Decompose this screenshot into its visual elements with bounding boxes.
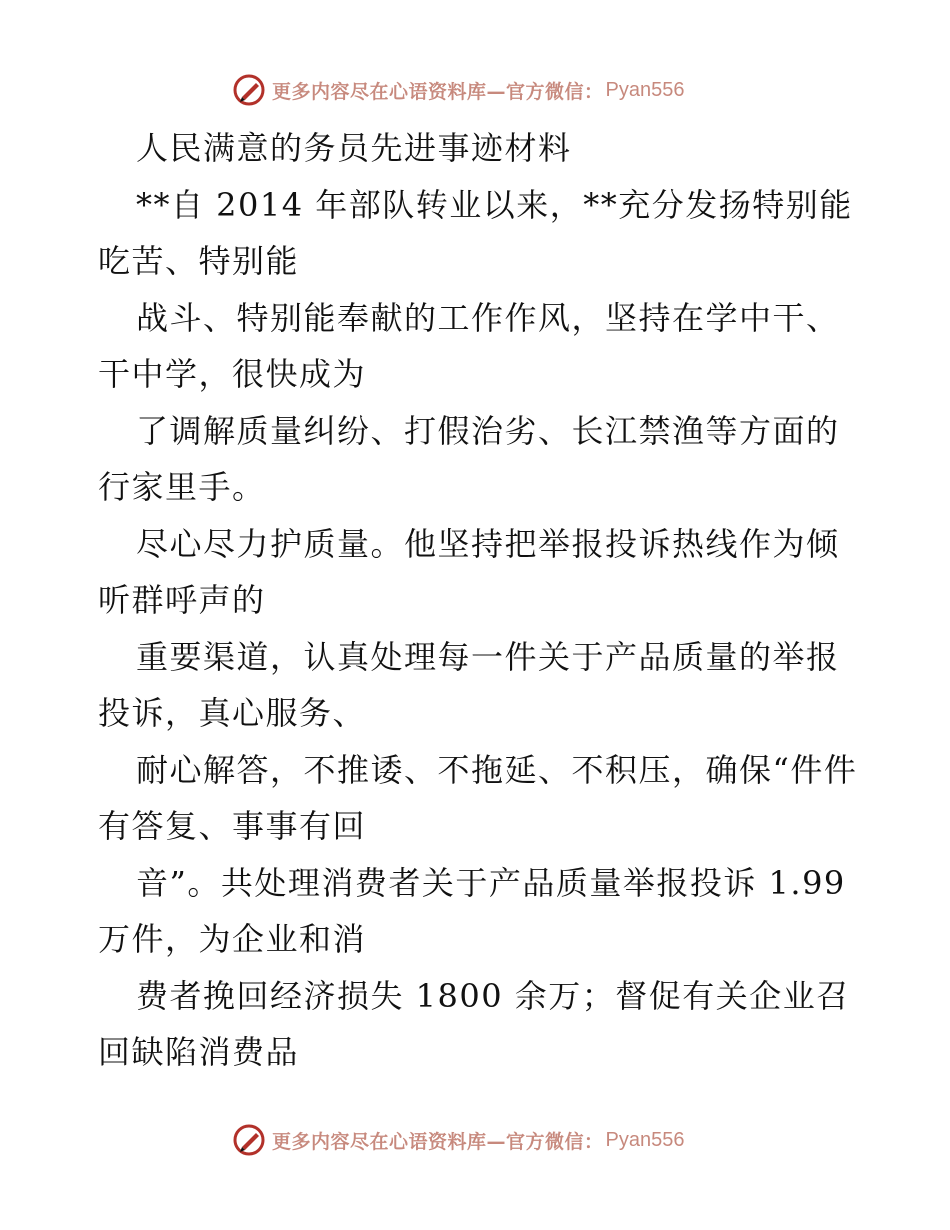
- pen-logo-icon: [232, 1123, 266, 1157]
- footer-banner-text: 更多内容尽在心语资料库—官方微信：: [272, 1130, 604, 1153]
- paragraph: 耐心解答，不推诿、不拖延、不积压，确保“件件有答复、事事有回: [98, 750, 858, 845]
- paragraph: 费者挽回经济损失 1800 余万；督促有关企业召回缺陷消费品: [98, 976, 850, 1071]
- paragraph: **自 2014 年部队转业以来，**充分发扬特别能吃苦、特别能: [98, 185, 853, 280]
- paragraph: 音”。共处理消费者关于产品质量举报投诉 1.99 万件，为企业和消: [98, 863, 846, 958]
- pen-logo-icon: [232, 73, 266, 107]
- document-body: [98, 120, 858, 1081]
- paragraph: 重要渠道，认真处理每一件关于产品质量的举报投诉，真心服务、: [98, 637, 840, 732]
- document-title: 人民满意的务员先进事迹材料: [136, 129, 572, 167]
- footer-banner: [232, 1120, 684, 1160]
- paragraph: 了调解质量纠纷、打假治劣、长江禁渔等方面的行家里手。: [98, 411, 840, 506]
- header-banner: [232, 70, 684, 110]
- paragraph: 尽心尽力护质量。他坚持把举报投诉热线作为倾听群呼声的: [98, 524, 840, 619]
- paragraph: 战斗、特别能奉献的工作作风，坚持在学中干、干中学，很快成为: [98, 298, 840, 393]
- header-banner-id: Pyan556: [605, 78, 685, 101]
- footer-banner-id: Pyan556: [605, 1128, 685, 1151]
- header-banner-text: 更多内容尽在心语资料库—官方微信：: [272, 80, 604, 103]
